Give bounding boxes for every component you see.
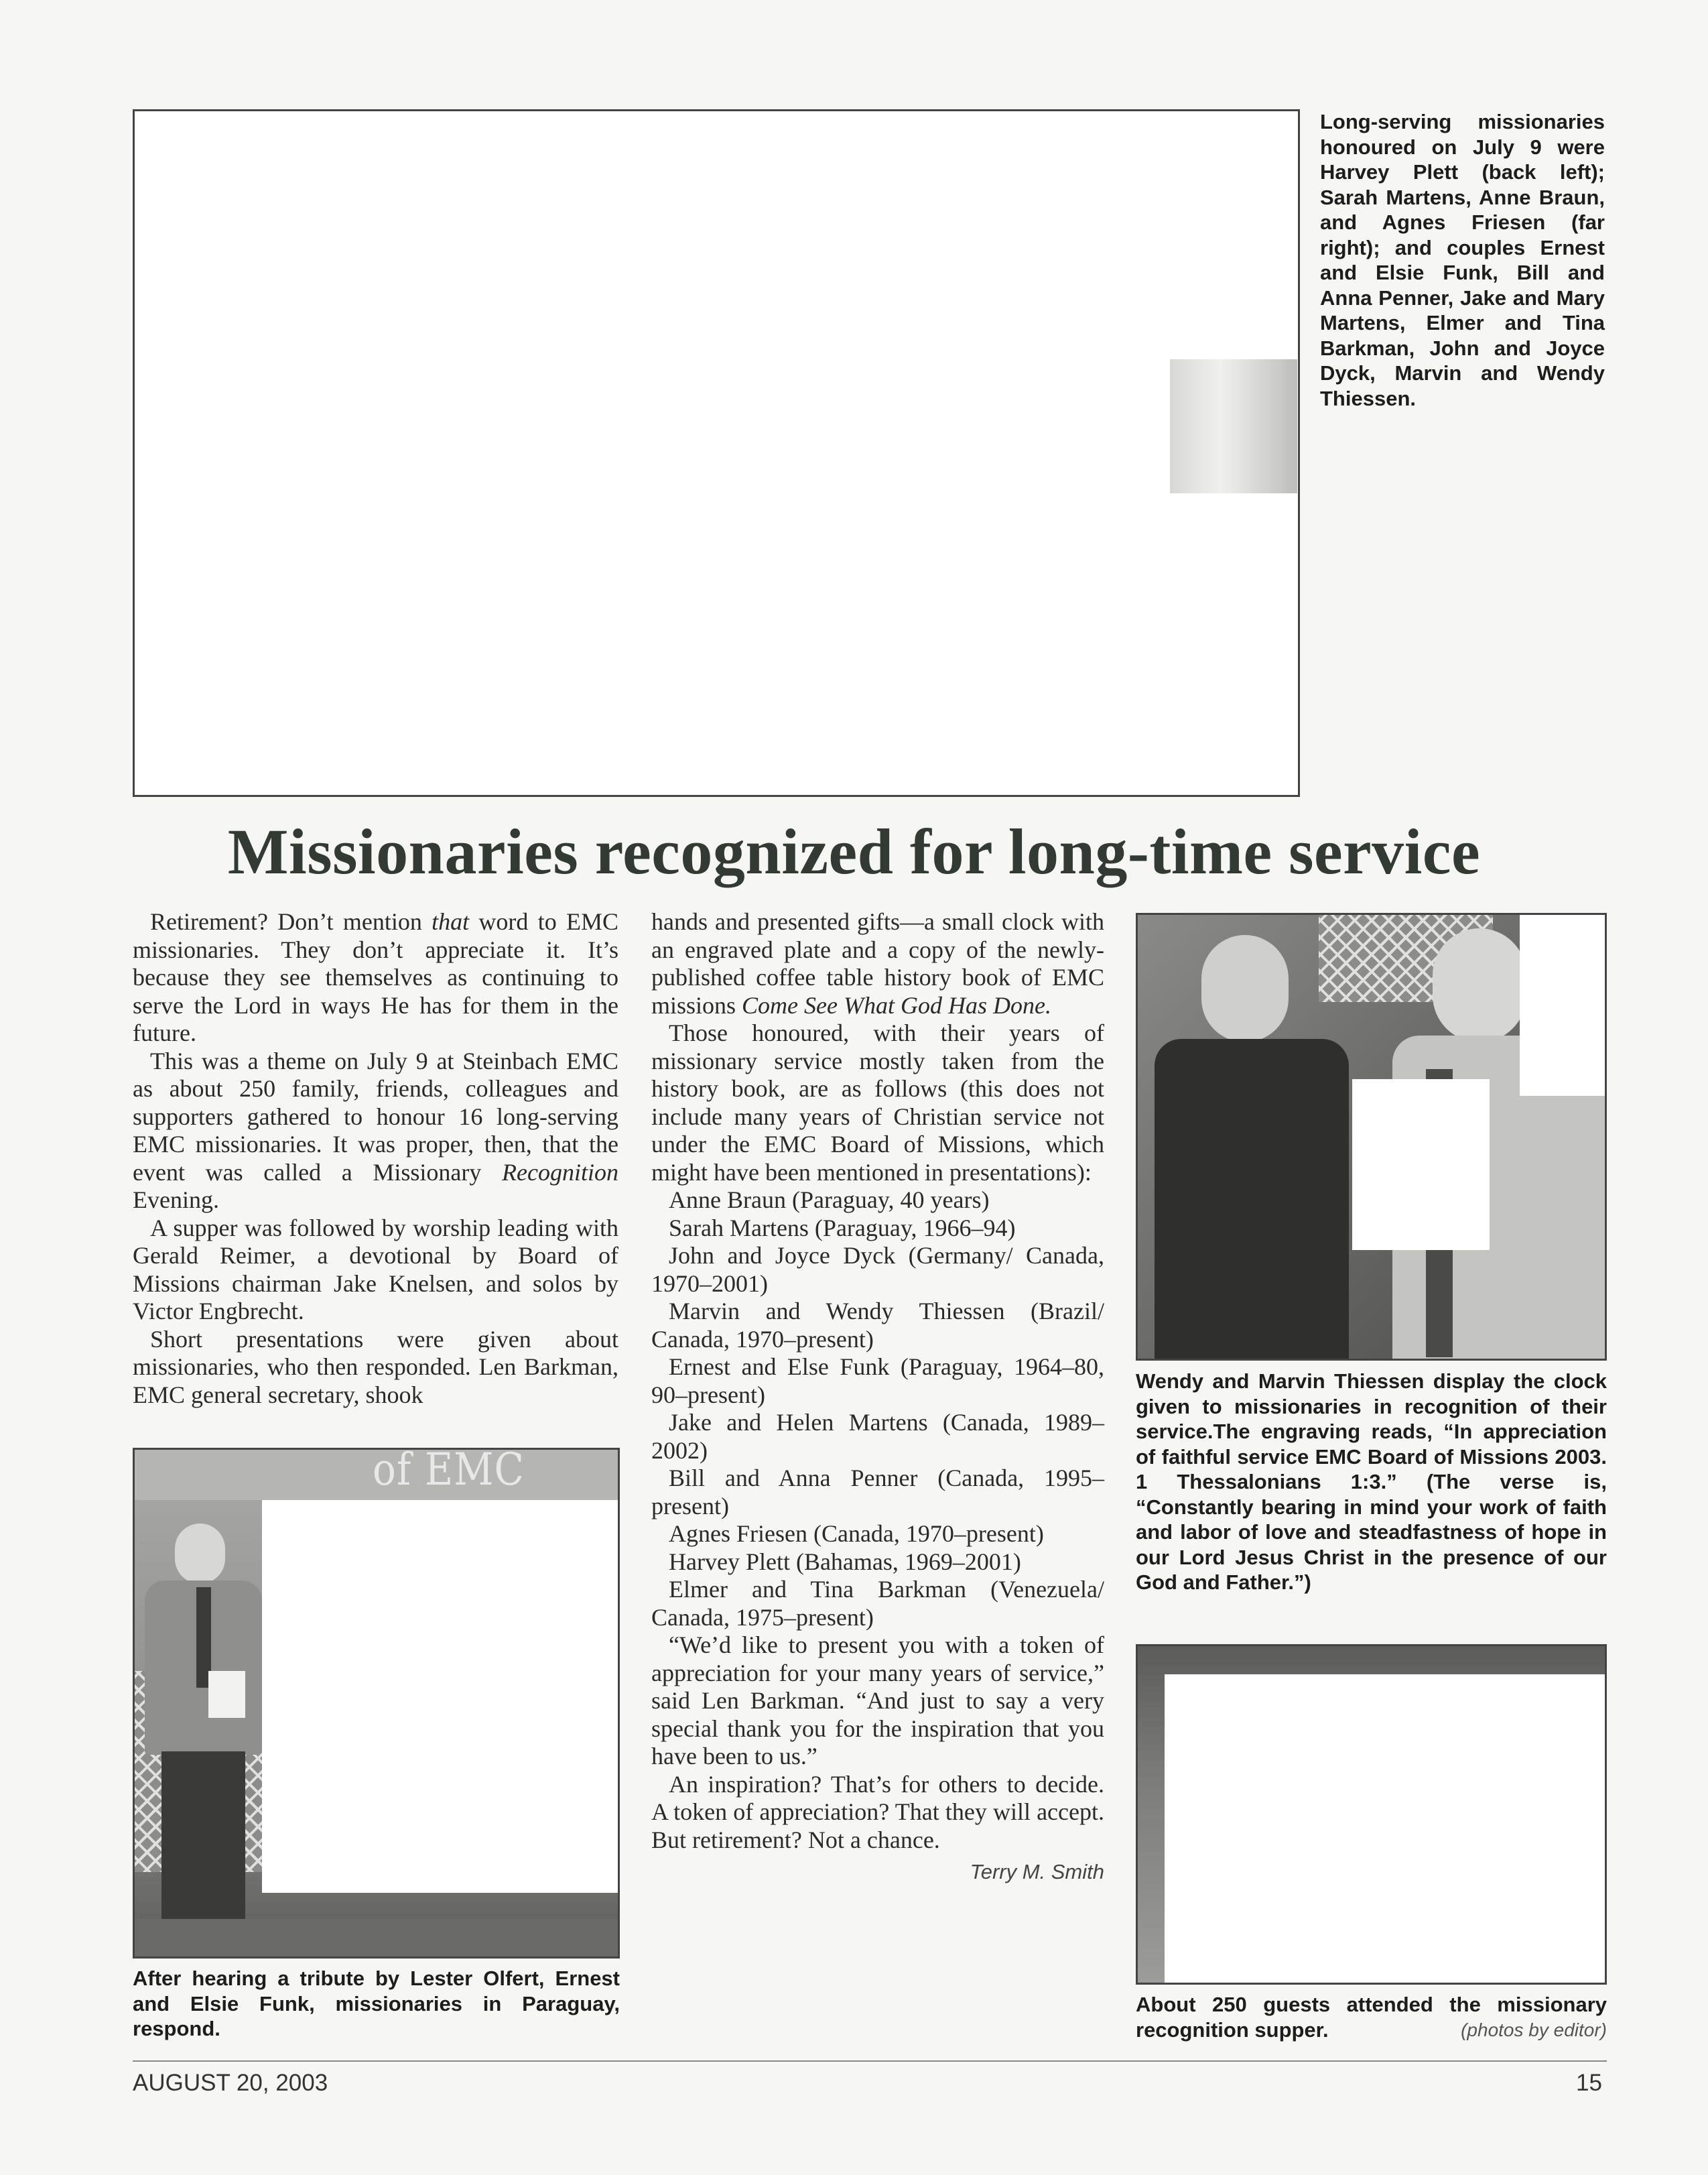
marvin-head — [1433, 928, 1526, 1042]
emphasis: that — [432, 908, 470, 935]
list-item: Sarah Martens (Paraguay, 1966–94) — [669, 1214, 1016, 1241]
supper-guests-photo — [1136, 1644, 1607, 1985]
speaker-figure — [141, 1524, 269, 1952]
paragraph: Short presentations were given about missionaries, who then responded. Len Barkman, EMC general secretary, shook — [133, 1325, 618, 1408]
top-group-photo — [133, 109, 1300, 797]
funk-tribute-photo — [133, 1448, 620, 1959]
paragraph: Those honoured, with their years of missionary service mostly taken from the history book, are as follows (this does not include many years of Christian service not under the EMC Board of Missions, which might have been mentioned in presentations): — [651, 1019, 1104, 1186]
redacted-area — [262, 1500, 620, 1893]
list-item: John and Joyce Dyck (Germany/ Canada, 1970–2001) — [651, 1242, 1104, 1297]
paragraph: This was a theme on July 9 at Steinbach EMC as about 250 family, friends, colleagues and supporters gathered to honour 16 long-serving EMC missionaries. It was proper, then, that the event was called a Missionary Recognition Evening. — [133, 1047, 618, 1213]
stage-floor — [135, 1919, 620, 1959]
footer-rule — [133, 2060, 1607, 2062]
paragraph: Retirement? Don’t mention that word to EMC missionaries. They don’t appreciate it. It’s because they see themselves as continuing to serve the Lord in ways He has for them in the future. — [133, 908, 619, 1046]
right-bottom-photo-caption — [1136, 1992, 1607, 2042]
bottom-left-photo-caption: After hearing a tribute by Lester Olfert, Ernest and Elsie Funk, missionaries in Paraguay, respond. — [133, 1967, 620, 2040]
paragraph: hands and presented gifts—a small clock with an engraved plate and a copy of the newly-published coffee table history book of EMC missions Come See What God Has Done. — [651, 908, 1104, 1019]
paragraph: A supper was followed by worship leading with Gerald Reimer, a devotional by Board of Missions chairman Jake Knelsen, and solos by Victor Engbrecht. — [133, 1214, 618, 1324]
list-item: Marvin and Wendy Thiessen (Brazil/ Canada, 1970–present) — [651, 1298, 1104, 1353]
byline: Terry M. Smith — [970, 1860, 1104, 1883]
redacted-area — [1165, 1674, 1607, 1983]
article-column-2 — [651, 908, 1104, 1886]
caption-text: About 250 guests attended the missionary recognition supper. — [1136, 1993, 1607, 2042]
speaker-paper — [208, 1671, 245, 1718]
redacted-area — [135, 111, 1284, 359]
top-photo-caption: Long-serving missionaries honoured on July 9 were Harvey Plett (back left); Sarah Martens, Anne Braun, and Agnes Friesen (far right); and couples Ernest and Elsie Funk, Bill and Anna Penner, Jake and Mary Martens, Elmer and Tina Barkman, John and Joyce Dyck, Marvin and Wendy Thiessen. — [1320, 110, 1605, 410]
book-title: Come See What God Has Done. — [742, 991, 1051, 1019]
list-item: Ernest and Else Funk (Paraguay, 1964–80, 90–present) — [651, 1353, 1104, 1408]
photo-credit: (photos by editor) — [1461, 2019, 1607, 2040]
photo-fragment — [1170, 359, 1297, 493]
right-top-photo-caption: Wendy and Marvin Thiessen display the clock given to missionaries in recognition of their service.The engraving reads, “In appreciation of faithful service EMC Board of Missions 2003. 1 Thessalonians 1:3.” (The verse is, “Constantly bearing in mind your work of faith and labor of love and steadfastness of hope in our Lord Jesus Christ in the presence of our God and Father.”) — [1136, 1369, 1607, 1594]
list-item: Agnes Friesen (Canada, 1970–present) — [669, 1520, 1044, 1547]
redacted-area — [1170, 493, 1297, 795]
thiessen-clock-photo — [1136, 913, 1607, 1361]
redacted-area — [1520, 915, 1607, 1096]
wendy-head — [1201, 935, 1289, 1042]
article-column-1 — [133, 908, 618, 1409]
footer-date: AUGUST 20, 2003 — [133, 2070, 328, 2096]
paragraph: “We’d like to present you with a token of appreciation for your many years of service,” said Len Barkman. “And just to say a very special thank you for the inspiration that you have been to us.” — [651, 1631, 1104, 1769]
banner-text: of EMC — [373, 1448, 525, 1495]
speaker-head — [175, 1524, 225, 1584]
list-item: Anne Braun (Paraguay, 40 years) — [669, 1186, 990, 1213]
paragraph: An inspiration? That’s for others to decide. A token of appreciation? That they will accept. But retirement? Not a chance. — [651, 1770, 1104, 1853]
wendy-body — [1155, 1039, 1349, 1361]
list-item: Elmer and Tina Barkman (Venezuela/ Canada, 1975–present) — [651, 1576, 1104, 1631]
list-item: Bill and Anna Penner (Canada, 1995–present) — [651, 1465, 1104, 1519]
article-headline: Missionaries recognized for long-time service — [227, 816, 1481, 887]
page-number: 15 — [1576, 2070, 1602, 2096]
redacted-area — [1352, 1079, 1490, 1250]
list-item: Harvey Plett (Bahamas, 1969–2001) — [669, 1548, 1021, 1575]
emphasis: Recognition — [502, 1158, 618, 1186]
list-item: Jake and Helen Martens (Canada, 1989–2002) — [651, 1409, 1104, 1464]
redacted-area — [135, 359, 1170, 795]
